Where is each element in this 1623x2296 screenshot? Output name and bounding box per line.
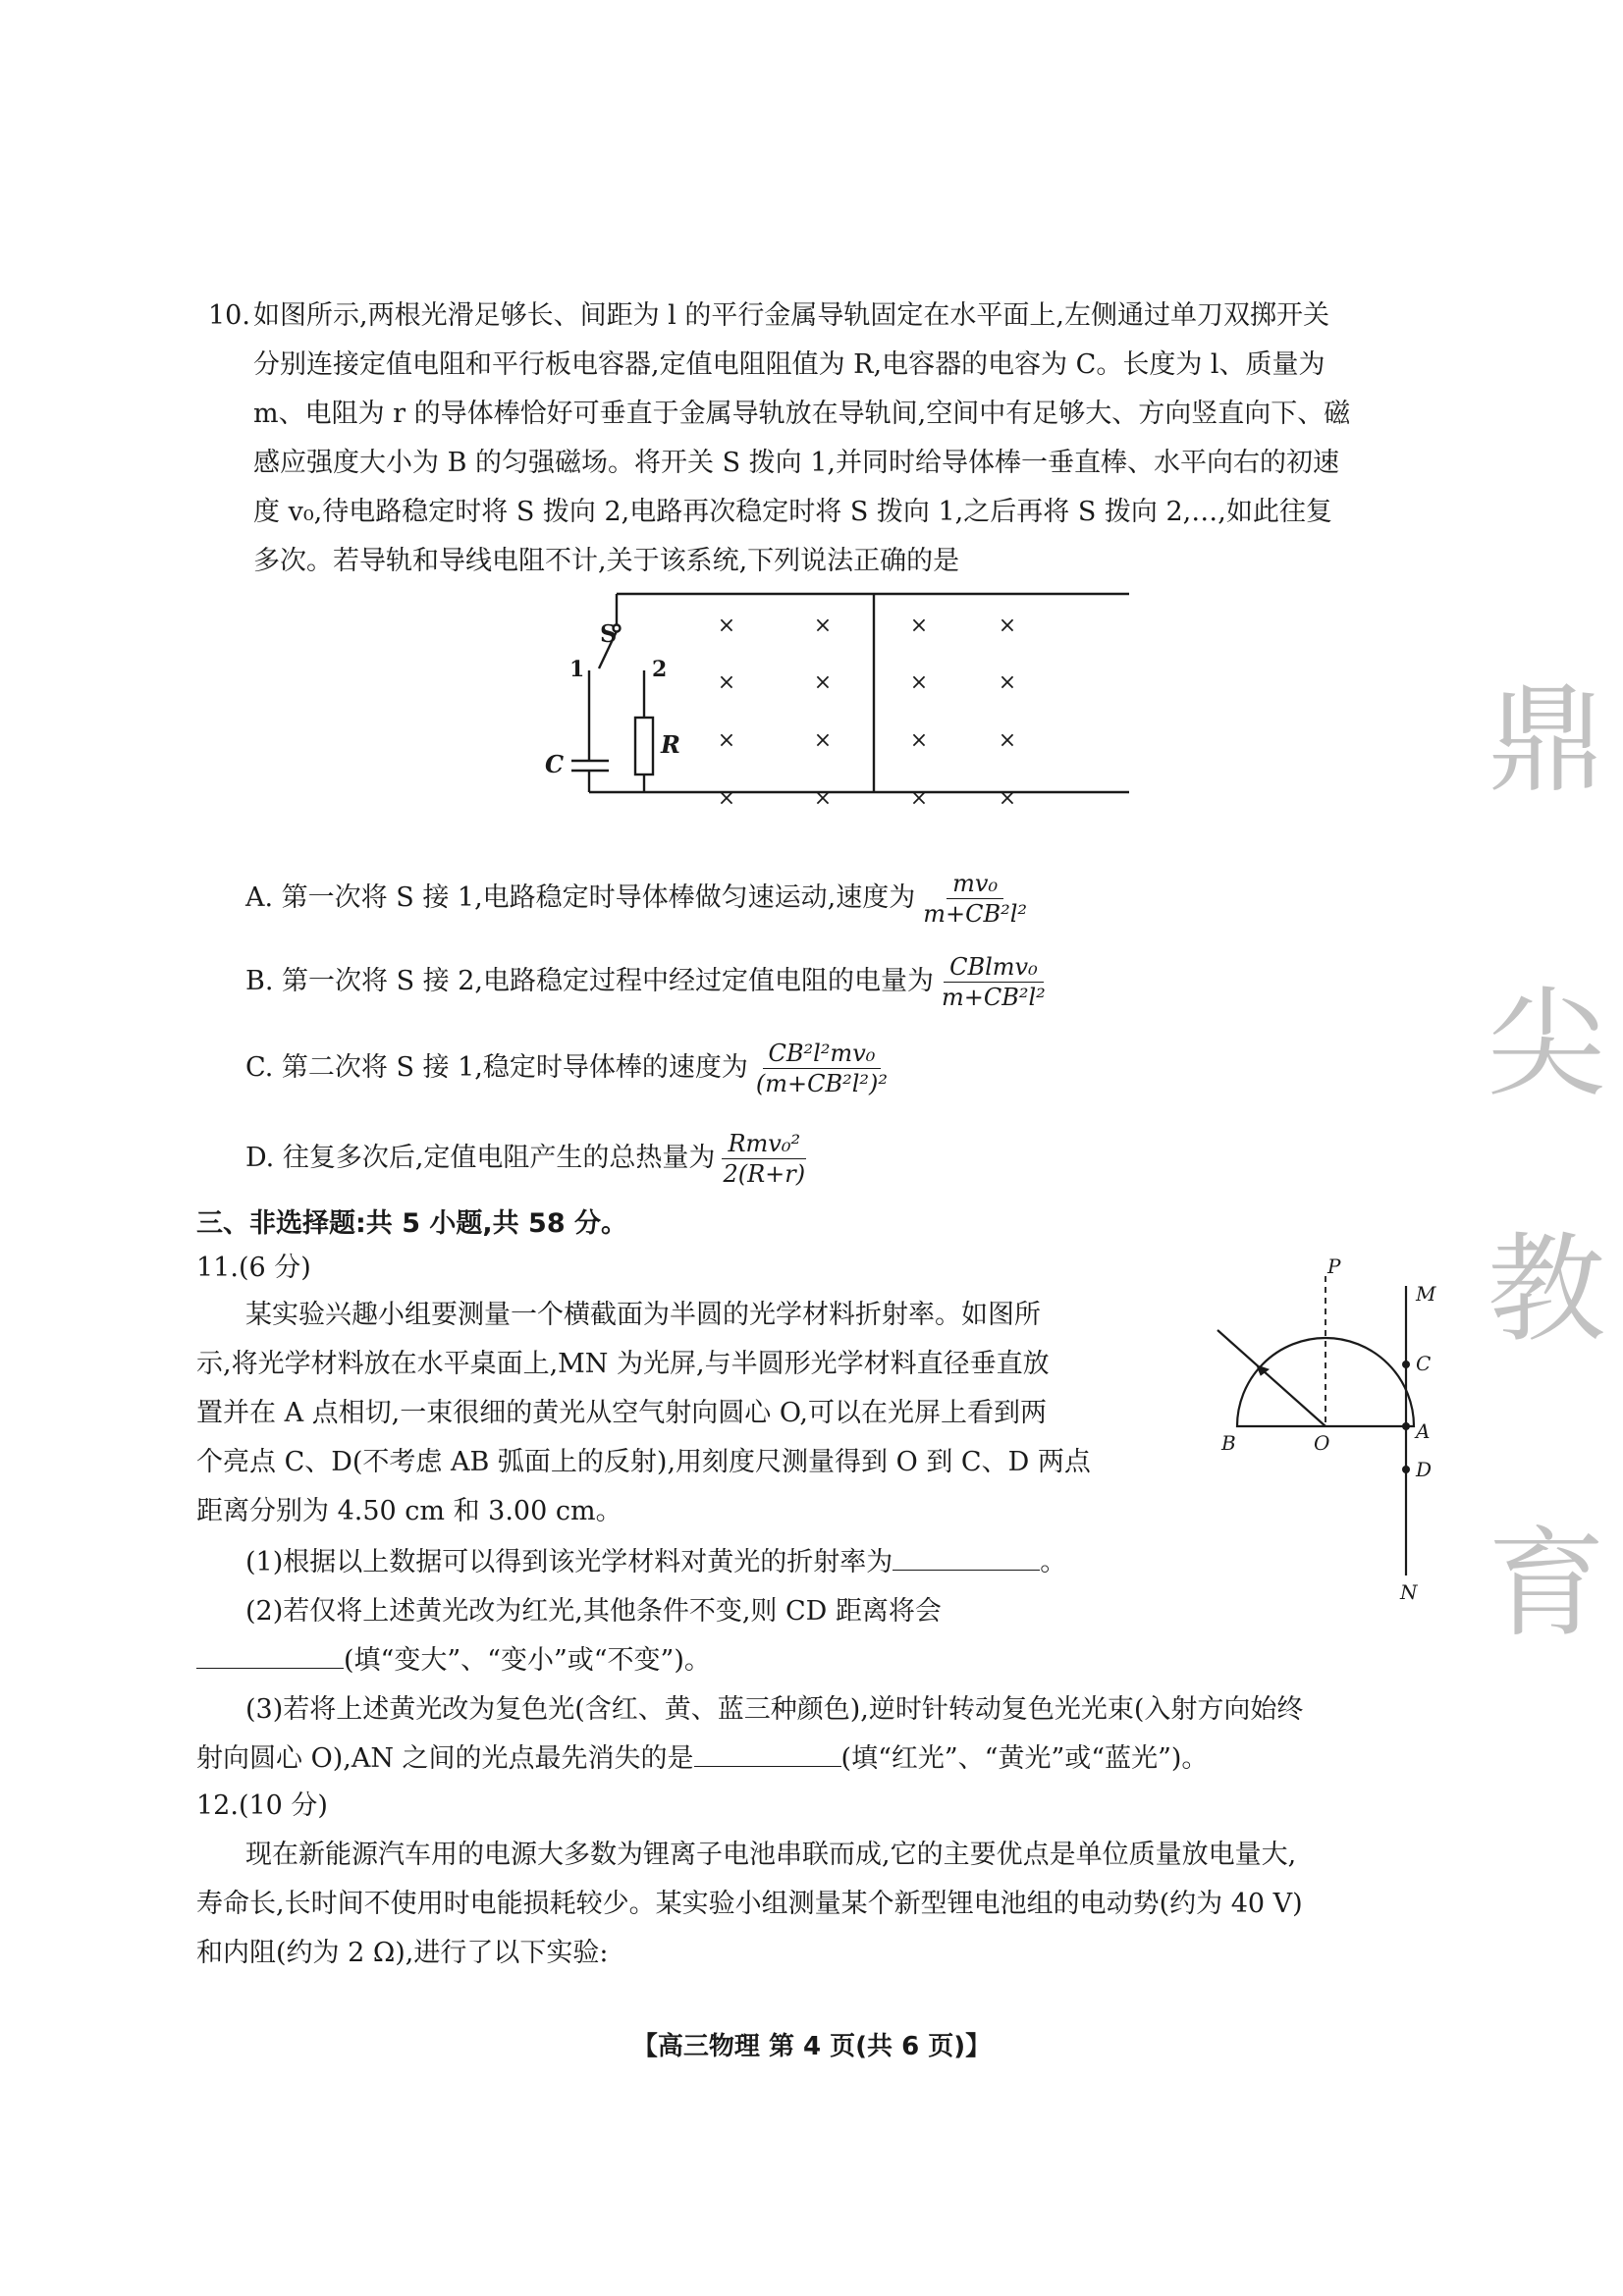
answer-blank-2[interactable] [196,1642,344,1669]
q11-sub1 [245,1543,1066,1582]
field-cross: × [717,728,736,753]
point-a [1402,1422,1410,1430]
q11-sub3-text: 射向圆心 O),AN 之间的光点最先消失的是 [196,1743,694,1774]
q12-line-1: 现在新能源汽车用的电源大多数为锂离子电池串联而成,它的主要优点是单位质量放电量大, [245,1840,1297,1870]
label-c: C [1416,1352,1432,1375]
option-b-num: CBlmv₀ [944,952,1044,983]
watermark-char: 育 [1488,1517,1605,1653]
q11-line-2: 示,将光学材料放在水平桌面上,MN 为光屏,与半圆形光学材料直径垂直放 [196,1349,1050,1379]
option-a-fraction [917,869,1033,929]
q10-line-3: m、电阻为 r 的导体棒恰好可垂直于金属导轨放在导轨间,空间中有足够大、方向竖直向下、磁 [253,399,1351,429]
answer-blank-3[interactable] [694,1740,841,1767]
field-cross: × [717,614,736,638]
q11-sub3-line2 [196,1739,1208,1779]
option-c [245,1039,895,1098]
q11-line-5: 距离分别为 4.50 cm 和 3.00 cm。 [196,1496,622,1526]
option-d [245,1129,813,1189]
label-a: A [1416,1419,1431,1443]
watermark-char: 尖 [1488,977,1605,1113]
option-b-fraction [936,952,1052,1012]
option-d-text: D. 往复多次后,定值电阻产生的总热量为 [245,1143,716,1173]
field-cross: × [909,670,929,695]
q10-line-2: 分别连接定值电阻和平行板电容器,定值电阻阻值为 R,电容器的电容为 C。长度为 l、质量为 [253,349,1325,380]
label-p: P [1327,1255,1341,1278]
label-m: M [1416,1282,1436,1306]
option-d-num: Rmv₀² [722,1129,806,1159]
page-footer: 【高三物理 第 4 页(共 6 页)】 [631,2032,992,2061]
field-cross: × [813,614,833,638]
section-heading: 三、非选择题:共 5 小题,共 58 分。 [196,1208,628,1239]
option-a-text: A. 第一次将 S 接 1,电路稳定时导体棒做匀速运动,速度为 [245,882,916,913]
field-cross: × [909,786,929,811]
option-a [245,869,1035,929]
field-cross: × [998,786,1017,811]
q10-line-6: 多次。若导轨和导线电阻不计,关于该系统,下列说法正确的是 [253,546,960,576]
watermark-char: 教 [1488,1222,1605,1359]
field-cross: × [998,614,1017,638]
q11-sub2-line1: (2)若仅将上述黄光改为红光,其他条件不变,则 CD 距离将会 [245,1596,942,1627]
field-cross: × [909,614,929,638]
label-b: B [1221,1431,1236,1455]
option-d-den: 2(R+r) [723,1160,806,1188]
q10-line-4: 感应强度大小为 B 的匀强磁场。将开关 S 拨向 1,并同时给导体棒一垂直棒、水平向右的初速 [253,448,1340,478]
option-c-fraction [750,1039,893,1098]
q12-header: 12.(10 分) [196,1790,328,1821]
q11-line-4: 个亮点 C、D(不考虑 AB 弧面上的反射),用刻度尺测量得到 O 到 C、D 两点 [196,1447,1091,1477]
option-b [245,952,1054,1012]
capacitor-label: C [545,750,565,778]
field-cross: × [717,786,736,811]
switch-pos-1-label: 1 [569,657,585,682]
field-cross: × [813,786,833,811]
resistor-label: R [661,730,680,759]
option-c-den: (m+CB²l²)² [755,1070,889,1097]
option-c-num: CB²l²mv₀ [763,1039,882,1069]
option-c-text: C. 第二次将 S 接 1,稳定时导体棒的速度为 [245,1052,748,1083]
field-cross: × [813,728,833,753]
watermark-char: 鼎 [1488,672,1605,809]
option-d-fraction [717,1129,811,1189]
q11-sub2-line2 [196,1641,711,1681]
field-cross: × [909,728,929,753]
q10-number: 10. [208,300,250,331]
field-cross: × [717,670,736,695]
switch-pos-2-label: 2 [652,657,668,682]
q11-sub1-text: (1)根据以上数据可以得到该光学材料对黄光的折射率为 [245,1547,893,1577]
q12-line-2: 寿命长,长时间不使用时电能损耗较少。某实验小组测量某个新型锂电池组的电动势(约为 40 V) [196,1889,1303,1919]
field-cross: × [998,728,1017,753]
point-c [1402,1361,1410,1368]
answer-blank-1[interactable] [893,1544,1040,1571]
circuit-figure [530,584,1139,820]
q10-line-1: 如图所示,两根光滑足够长、间距为 l 的平行金属导轨固定在水平面上,左侧通过单刀双掷开关 [253,300,1329,331]
switch-label: S [600,619,618,648]
field-cross: × [813,670,833,695]
q11-sub3-end: (填“红光”、“黄光”或“蓝光”)。 [840,1743,1209,1774]
label-d: D [1416,1458,1433,1481]
label-o: O [1314,1431,1330,1455]
option-b-text: B. 第一次将 S 接 2,电路稳定过程中经过定值电阻的电量为 [245,966,935,996]
field-cross: × [998,670,1017,695]
option-a-den: m+CB²l² [923,900,1028,928]
label-n: N [1400,1580,1418,1604]
optics-figure [1159,1252,1453,1605]
q11-line-1: 某实验兴趣小组要测量一个横截面为半圆的光学材料折射率。如图所 [245,1300,1041,1330]
q11-sub1-end: 。 [1040,1547,1067,1577]
q11-header: 11.(6 分) [196,1253,311,1283]
q12-line-3: 和内阻(约为 2 Ω),进行了以下实验: [196,1938,609,1968]
q11-sub3-line1: (3)若将上述黄光改为复色光(含红、黄、蓝三种颜色),逆时针转动复色光光束(入射方向始终 [245,1694,1304,1725]
point-d [1402,1466,1410,1473]
q11-sub2-text: (填“变大”、“变小”或“不变”)。 [344,1645,711,1676]
option-a-num: mv₀ [947,869,1003,899]
q10-line-5: 度 v₀,待电路稳定时将 S 拨向 2,电路再次稳定时将 S 拨向 1,之后再将 S 拨向 2,…,如此往复 [253,497,1332,527]
q11-line-3: 置并在 A 点相切,一束很细的黄光从空气射向圆心 O,可以在光屏上看到两 [196,1398,1047,1428]
option-b-den: m+CB²l² [942,984,1046,1011]
